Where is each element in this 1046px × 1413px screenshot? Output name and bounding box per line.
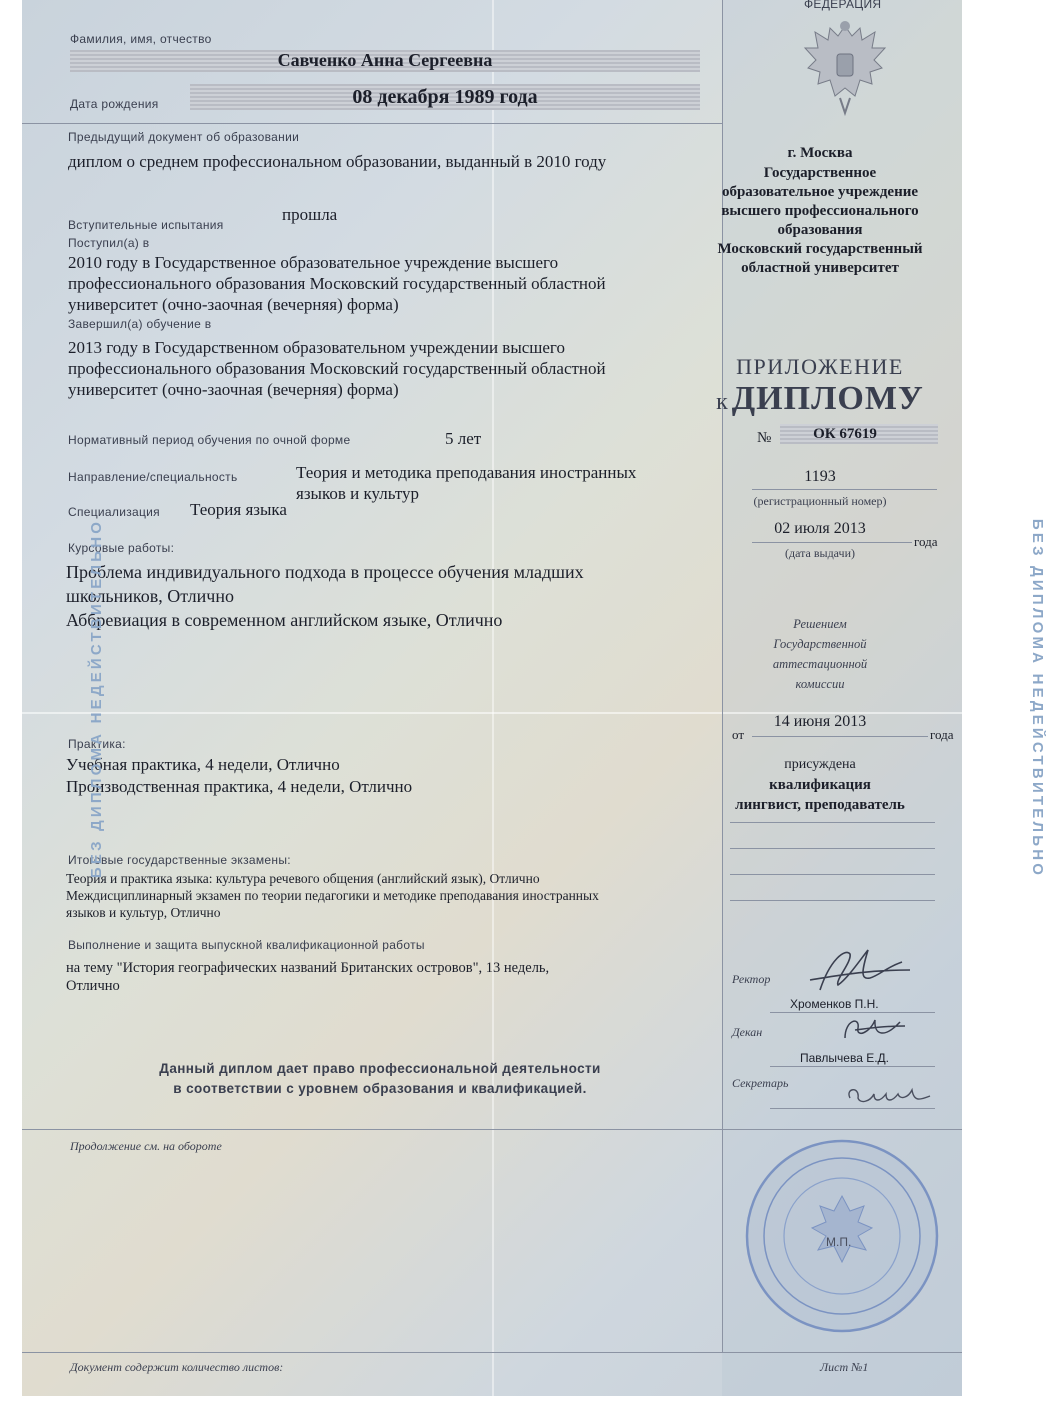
thesis-label: Выполнение и защита выпускной квалификационной работы — [68, 938, 425, 952]
specialty-line2: языков и культур — [296, 484, 420, 503]
exams-line: языков и культур, Отлично — [66, 905, 221, 920]
admitted-line: университет (очно-заочная (вечерняя) форма) — [68, 295, 399, 314]
number-sign: № — [757, 430, 772, 446]
secretary-signature-icon — [840, 1078, 935, 1112]
blank-line — [730, 848, 935, 849]
appendix-title2-word: ДИПЛОМУ — [731, 380, 924, 417]
decision-year-suffix: года — [930, 727, 954, 742]
practice-line: Учебная практика, 4 недели, Отлично — [66, 755, 340, 774]
period-value: 5 лет — [445, 429, 482, 448]
practice-line: Производственная практика, 4 недели, Отлично — [66, 777, 413, 796]
dob-value: 08 декабря 1989 года — [352, 86, 538, 108]
coat-of-arms-icon — [800, 18, 890, 118]
rights-line2: в соответствии с уровнем образования и квалификацией. — [173, 1081, 587, 1096]
practice-label: Практика: — [68, 737, 126, 751]
coursework-line: школьников, Отлично — [66, 586, 234, 606]
blank-line — [730, 900, 935, 901]
issue-label: (дата выдачи) — [785, 546, 855, 560]
exams-label: Итоговые государственные экзамены: — [68, 853, 291, 867]
decision-line: Государственной — [773, 637, 867, 651]
divider — [22, 123, 722, 124]
specialization-value: Теория языка — [190, 500, 287, 519]
appendix-title2 — [702, 380, 938, 418]
institution-city: г. Москва — [787, 145, 853, 161]
institution-line: образовательное учреждение — [721, 184, 919, 200]
completed-line: профессионального образования Московский государственный областной — [68, 359, 606, 378]
coursework-label: Курсовые работы: — [68, 541, 175, 555]
rector-signature-icon — [790, 940, 920, 1000]
rector-name: Хроменков П.Н. — [790, 997, 879, 1011]
completed-label: Завершил(а) обучение в — [68, 317, 212, 331]
institution-line: Московский государственный — [717, 241, 923, 257]
institution-line: высшего профессионального — [721, 203, 919, 219]
specialty-line1: Теория и методика преподавания иностранных — [296, 463, 637, 482]
coursework-line: Проблема индивидуального подхода в процессе обучения младших — [66, 562, 584, 582]
completed-line: 2013 году в Государственном образовательном учреждении высшего — [68, 338, 565, 357]
fio-value: Савченко Анна Сергеевна — [277, 50, 493, 70]
coursework-line: Аббревиация в современном английском языке, Отлично — [66, 610, 503, 630]
prev-doc-label: Предыдущий документ об образовании — [68, 130, 300, 144]
dean-label: Декан — [732, 1025, 763, 1039]
paper-fold — [492, 0, 494, 1396]
signature-line — [770, 1108, 935, 1109]
thesis-line2: Отлично — [66, 978, 120, 994]
qualification-value: лингвист, преподаватель — [735, 797, 905, 813]
specialty-label: Направление/специальность — [68, 470, 238, 484]
dean-name: Павлычева Е.Д. — [800, 1051, 889, 1065]
entrance-label: Вступительные испытания — [68, 218, 224, 232]
federation-label: ФЕДЕРАЦИЯ — [804, 0, 882, 11]
seal-mp: М.П. — [826, 1235, 852, 1249]
issue-underline — [752, 542, 912, 543]
entrance-value: прошла — [282, 205, 338, 224]
institution-line: Государственное — [763, 165, 877, 181]
completed-line: университет (очно-заочная (вечерняя) форма) — [68, 380, 399, 399]
side-text-left: БЕЗ ДИПЛОМА НЕДЕЙСТВИТЕЛЬНО — [88, 518, 106, 879]
awarded: присуждена — [784, 757, 856, 772]
decision-line: Решением — [793, 617, 847, 631]
admitted-line: профессионального образования Московский государственный областной — [68, 274, 606, 293]
signature-line — [770, 1066, 935, 1067]
decision-underline — [752, 736, 928, 737]
continuation-note: Продолжение см. на обороте — [70, 1139, 222, 1153]
divider — [22, 1129, 962, 1130]
sheets-label: Документ содержит количество листов: — [70, 1360, 284, 1374]
reg-underline — [752, 489, 937, 490]
specialization-label: Специализация — [68, 505, 160, 519]
rector-label: Ректор — [732, 972, 771, 986]
secretary-label: Секретарь — [732, 1076, 789, 1090]
decision-date: 14 июня 2013 — [773, 713, 867, 730]
appendix-title: ПРИЛОЖЕНИЕ — [736, 354, 904, 379]
sheet-number: Лист №1 — [820, 1360, 869, 1374]
qualification-label: квалификация — [769, 777, 871, 793]
rights-line1: Данный диплом дает право профессиональной деятельности — [159, 1061, 601, 1076]
fio-label: Фамилия, имя, отчество — [70, 32, 212, 46]
reg-label: (регистрационный номер) — [753, 494, 887, 508]
exams-line: Междисциплинарный экзамен по теории педагогики и методике преподавания иностранных — [66, 888, 599, 903]
dob-label: Дата рождения — [70, 97, 159, 111]
side-text-right: БЕЗ ДИПЛОМА НЕДЕЙСТВИТЕЛЬНО — [1029, 518, 1046, 879]
decision-from: от — [732, 727, 745, 742]
prev-doc-value: диплом о среднем профессиональном образовании, выданный в 2010 году — [68, 152, 607, 171]
appendix-number: ОК 67619 — [813, 426, 877, 442]
reg-number: 1193 — [804, 468, 836, 485]
blank-line — [730, 822, 935, 823]
decision-line: аттестационной — [772, 657, 868, 671]
issue-year-suffix: года — [914, 534, 938, 549]
admitted-label: Поступил(а) в — [68, 236, 150, 250]
period-label: Нормативный период обучения по очной форме — [68, 433, 351, 447]
exams-line: Теория и практика языка: культура речевого общения (английский язык), Отлично — [66, 871, 540, 886]
dean-signature-icon — [830, 1008, 910, 1048]
blank-line — [730, 874, 935, 875]
institution-line: образования — [777, 222, 863, 238]
decision-line: комиссии — [795, 677, 845, 691]
admitted-line: 2010 году в Государственное образовательное учреждение высшего — [68, 253, 559, 272]
institution-line: областной университет — [741, 260, 899, 276]
issue-date: 02 июля 2013 — [774, 520, 866, 537]
thesis-line1: на тему "История географических названий Британских островов", 13 недель, — [66, 960, 550, 976]
divider — [22, 1352, 962, 1353]
appendix-title2-prefix: к — [716, 389, 728, 415]
